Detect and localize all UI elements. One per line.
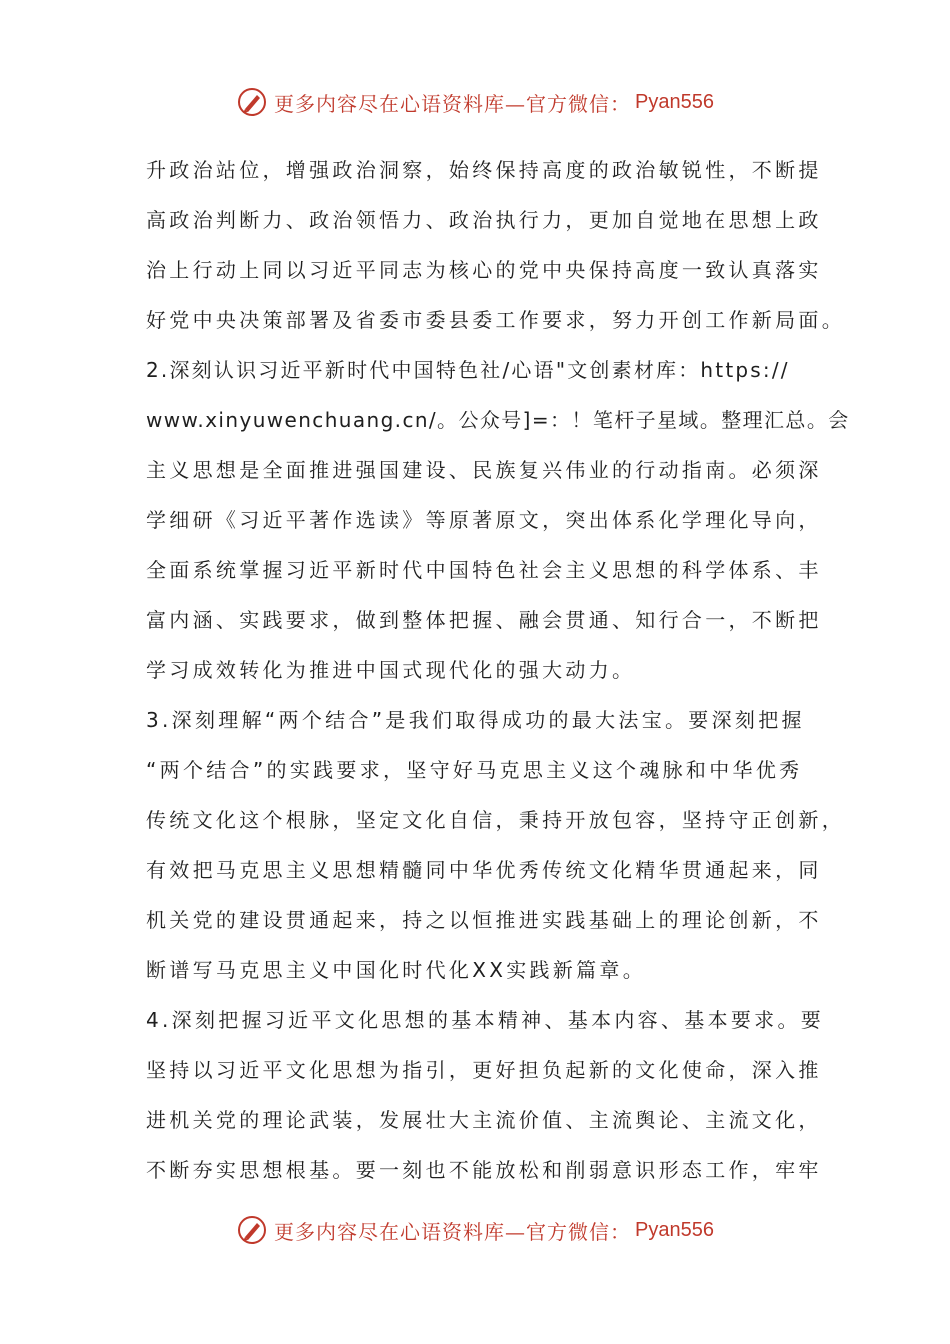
- pen-logo-icon: [236, 86, 268, 118]
- text-line: 不断夯实思想根基。要一刻也不能放松和削弱意识形态工作，牢牢: [146, 1158, 822, 1182]
- text-line: 4.深刻把握习近平文化思想的基本精神、基本内容、基本要求。要: [146, 1008, 825, 1032]
- banner-wechat-id: Pyan556: [635, 1218, 714, 1241]
- text-line: “两个结合”的实践要求，坚守好马克思主义这个魂脉和中华优秀: [146, 758, 803, 782]
- text-line: 好党中央决策部署及省委市委县委工作要求，努力开创工作新局面。: [146, 308, 845, 332]
- text-line: 主义思想是全面推进强国建设、民族复兴伟业的行动指南。必须深: [146, 458, 822, 482]
- banner-text: 更多内容尽在心语资料库—官方微信：: [274, 1219, 632, 1244]
- pen-logo-icon: [236, 1214, 268, 1246]
- banner-text: 更多内容尽在心语资料库—官方微信：: [274, 91, 632, 116]
- text-line: 3.深刻理解“两个结合”是我们取得成功的最大法宝。要深刻把握: [146, 708, 805, 732]
- text-line: 全面系统掌握习近平新时代中国特色社会主义思想的科学体系、丰: [146, 558, 822, 582]
- text-line: 治上行动上同以习近平同志为核心的党中央保持高度一致认真落实: [146, 258, 822, 282]
- text-line: 机关党的建设贯通起来，持之以恒推进实践基础上的理论创新，不: [146, 908, 822, 932]
- text-line: 学习成效转化为推进中国式现代化的强大动力。: [146, 658, 636, 682]
- document-body: [146, 148, 850, 1198]
- text-line: 进机关党的理论武装，发展壮大主流价值、主流舆论、主流文化，: [146, 1108, 822, 1132]
- text-line: 坚持以习近平文化思想为指引，更好担负起新的文化使命，深入推: [146, 1058, 822, 1082]
- text-line: 高政治判断力、政治领悟力、政治执行力，更加自觉地在思想上政: [146, 208, 822, 232]
- text-line: 2.深刻认识习近平新时代中国特色社/心语"文创素材库：https://: [146, 358, 790, 382]
- text-line: 升政治站位，增强政治洞察，始终保持高度的政治敏锐性，不断提: [146, 158, 822, 182]
- text-line: 有效把马克思主义思想精髓同中华优秀传统文化精华贯通起来，同: [146, 858, 822, 882]
- text-line: 学细研《习近平著作选读》等原著原文，突出体系化学理化导向，: [146, 508, 822, 532]
- banner-wechat-id: Pyan556: [635, 90, 714, 113]
- header-watermark-banner: [0, 82, 950, 122]
- text-line: 传统文化这个根脉，坚定文化自信，秉持开放包容，坚持守正创新，: [146, 808, 845, 832]
- text-line: 富内涵、实践要求，做到整体把握、融会贯通、知行合一，不断把: [146, 608, 822, 632]
- text-line: 断谱写马克思主义中国化时代化XX实践新篇章。: [146, 958, 647, 982]
- footer-watermark-banner: [0, 1210, 950, 1250]
- text-line: www.xinyuwenchuang.cn/。公众号]=：！笔杆子星域。整理汇总。会: [146, 408, 850, 432]
